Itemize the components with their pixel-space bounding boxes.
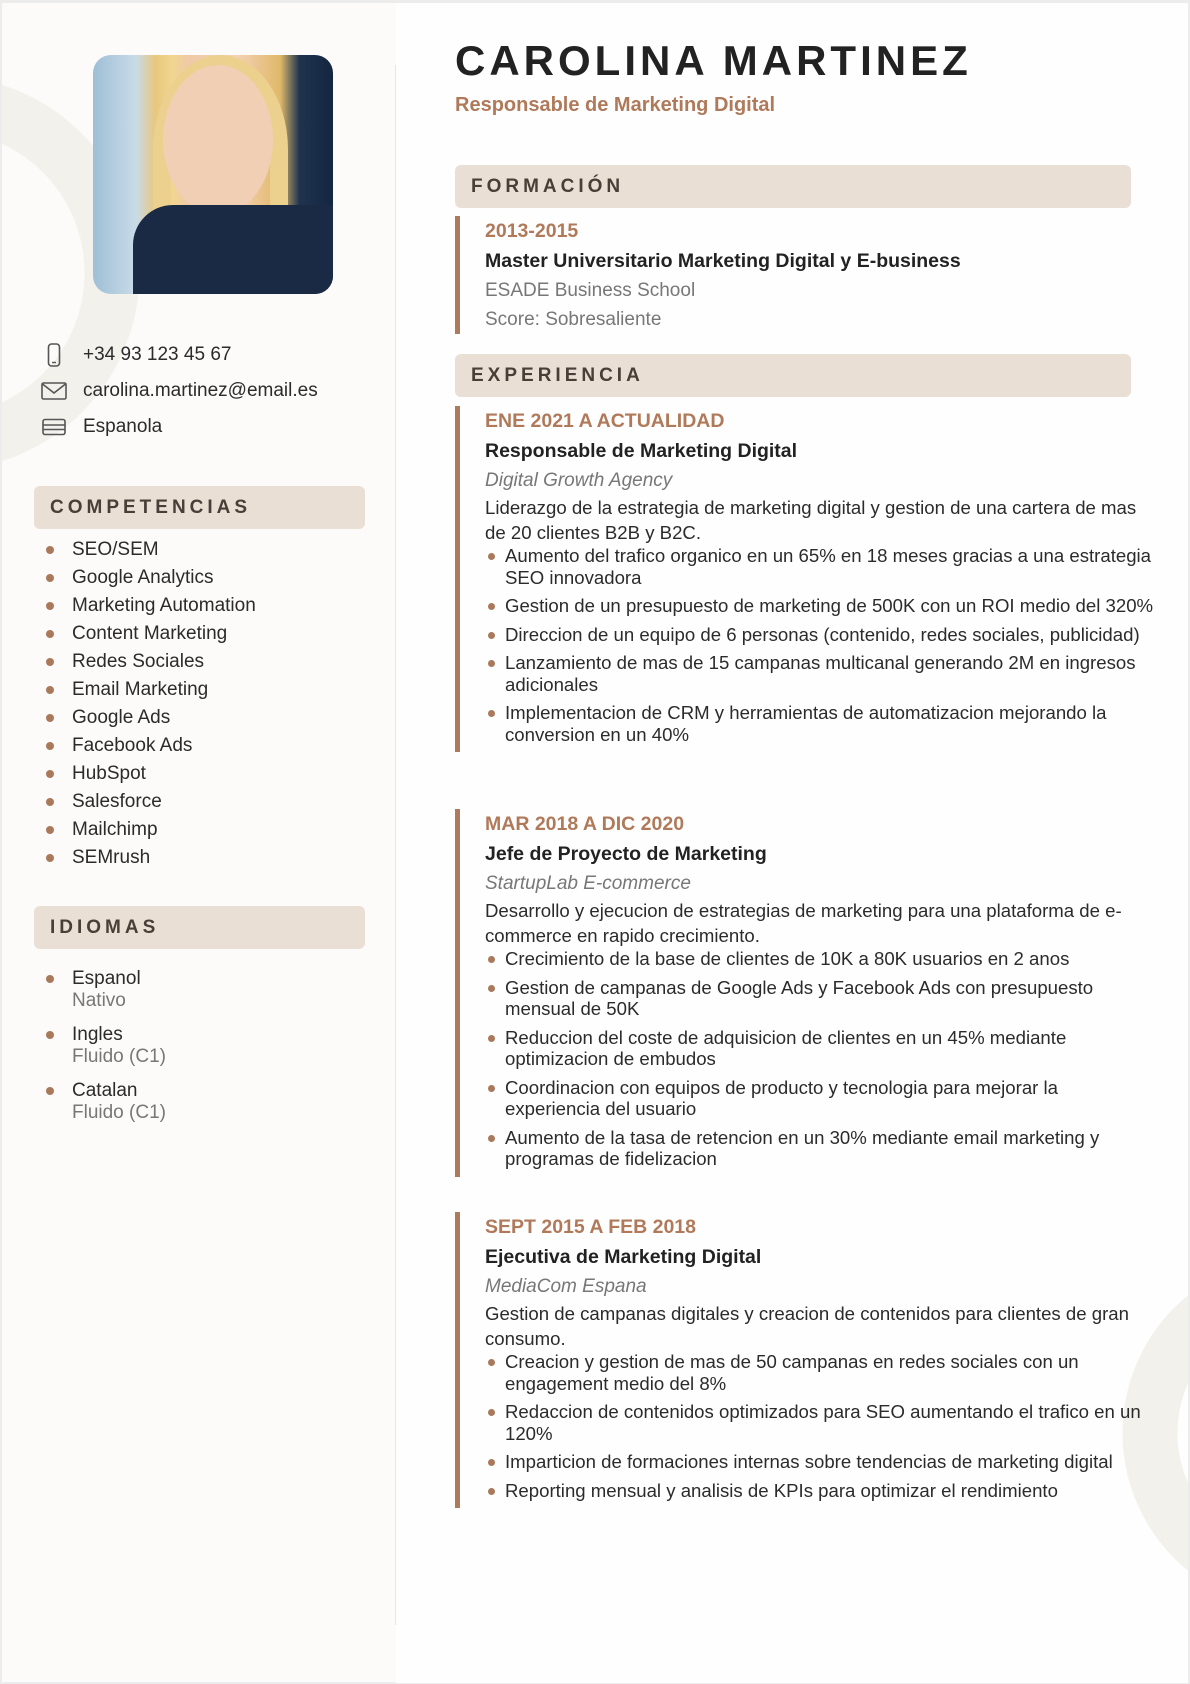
email-text: carolina.martinez@email.es — [83, 380, 318, 401]
bullet-icon — [488, 1035, 495, 1042]
bullet-icon — [46, 546, 54, 554]
bullet-icon — [46, 770, 54, 778]
skill-item — [46, 620, 256, 648]
language-item — [46, 968, 166, 1024]
contact-email — [40, 379, 318, 403]
achievement-item — [485, 1351, 1155, 1394]
education-score: Score: Sobresaliente — [485, 309, 662, 330]
skill-label: Facebook Ads — [72, 735, 193, 756]
achievement-item — [485, 1027, 1155, 1070]
bullet-icon — [488, 1085, 495, 1092]
job-company: Digital Growth Agency — [485, 470, 673, 491]
achievement-item — [485, 595, 1155, 617]
bullet-icon — [488, 1459, 495, 1466]
achievement-text: Gestion de campanas de Google Ads y Facebook Ads con presupuesto mensual de 50K — [505, 976, 1094, 1019]
skill-label: Google Analytics — [72, 567, 214, 588]
skill-label: Content Marketing — [72, 623, 228, 644]
bullet-icon — [46, 742, 54, 750]
language-item — [46, 1024, 166, 1080]
skill-item — [46, 648, 256, 676]
bullet-icon — [46, 714, 54, 722]
profile-photo — [93, 55, 333, 294]
language-name: Ingles — [72, 1024, 123, 1045]
job-description: Liderazgo de la estrategia de marketing digital y gestion de una cartera de mas de 20 clientes B2B y B2C. — [485, 497, 1137, 543]
achievement-text: Implementacion de CRM y herramientas de automatizacion mejorando la conversion en un 40% — [505, 702, 1107, 745]
language-level: Fluido (C1) — [72, 1102, 166, 1123]
job-date: SEPT 2015 A FEB 2018 — [485, 1216, 696, 1238]
skills-list — [46, 536, 256, 872]
achievement-text: Reporting mensual y analisis de KPIs para optimizar el rendimiento — [505, 1479, 1058, 1501]
achievement-text: Creacion y gestion de mas de 50 campanas en redes sociales con un engagement medio del 8% — [505, 1351, 1079, 1394]
job-date: ENE 2021 A ACTUALIDAD — [485, 410, 725, 432]
bullet-icon — [488, 985, 495, 992]
skill-label: Salesforce — [72, 791, 162, 812]
language-name: Catalan — [72, 1080, 138, 1101]
job-date: MAR 2018 A DIC 2020 — [485, 813, 685, 835]
bullet-icon — [46, 826, 54, 834]
experience-entry — [455, 406, 1155, 752]
languages-list — [46, 968, 166, 1136]
bullet-icon — [488, 1135, 495, 1142]
skill-item — [46, 760, 256, 788]
achievement-item — [485, 948, 1155, 970]
education-degree: Master Universitario Marketing Digital y E-business — [485, 250, 961, 272]
bullet-icon — [488, 956, 495, 963]
job-company: StartupLab E-commerce — [485, 873, 691, 894]
envelope-icon — [40, 379, 68, 403]
achievement-item — [485, 545, 1155, 588]
contact-nationality — [40, 415, 162, 439]
nationality-text: Espanola — [83, 416, 163, 437]
achievement-text: Aumento del trafico organico en un 65% en 18 meses gracias a una estrategia SEO innovadora — [505, 545, 1152, 588]
achievement-item — [485, 977, 1155, 1020]
achievement-text: Reduccion del coste de adquisicion de clientes en un 45% mediante optimizacion de embudos — [505, 1026, 1067, 1069]
bullet-icon — [46, 1087, 54, 1095]
job-role: Jefe de Proyecto de Marketing — [485, 843, 767, 865]
bullet-icon — [488, 553, 495, 560]
achievement-text: Coordinacion con equipos de producto y tecnologia para mejorar la experiencia del usuario — [505, 1076, 1058, 1119]
bullet-icon — [488, 710, 495, 717]
achievement-item — [485, 624, 1155, 646]
bullet-icon — [488, 603, 495, 610]
skill-label: Email Marketing — [72, 679, 209, 700]
job-company: MediaCom Espana — [485, 1276, 647, 1297]
skill-item — [46, 564, 256, 592]
language-name: Espanol — [72, 968, 141, 989]
experience-entry — [455, 1212, 1155, 1508]
skill-label: SEMrush — [72, 847, 151, 868]
achievement-item — [485, 652, 1155, 695]
achievement-item — [485, 1480, 1155, 1502]
achievement-text: Aumento de la tasa de retencion en un 30% mediante email marketing y programas de fidelizacion — [505, 1126, 1100, 1169]
achievement-text: Redaccion de contenidos optimizados para SEO aumentando el trafico en un 120% — [505, 1401, 1141, 1444]
achievement-text: Imparticion de formaciones internas sobre tendencias de marketing digital — [505, 1451, 1113, 1472]
education-date: 2013-2015 — [485, 220, 579, 242]
bullet-icon — [46, 1031, 54, 1039]
bullet-icon — [488, 1409, 495, 1416]
language-level: Fluido (C1) — [72, 1046, 166, 1067]
education-entry — [455, 216, 1155, 334]
bullet-icon — [46, 854, 54, 862]
education-heading: FORMACIÓN — [455, 165, 1131, 208]
achievement-text: Gestion de un presupuesto de marketing de 500K con un ROI medio del 320% — [505, 595, 1154, 616]
skill-label: HubSpot — [72, 763, 146, 784]
skills-heading: COMPETENCIAS — [34, 486, 365, 529]
bullet-icon — [46, 574, 54, 582]
language-level: Nativo — [72, 990, 126, 1011]
skill-label: Mailchimp — [72, 819, 158, 840]
id-card-icon — [40, 415, 68, 439]
contact-phone — [40, 343, 231, 367]
achievement-item — [485, 1401, 1155, 1444]
bullet-icon — [46, 975, 54, 983]
bullet-icon — [46, 686, 54, 694]
achievement-text: Lanzamiento de mas de 15 campanas multicanal generando 2M en ingresos adicionales — [505, 652, 1136, 695]
experience-entry — [455, 809, 1155, 1177]
achievement-text: Crecimiento de la base de clientes de 10K a 80K usuarios en 2 anos — [505, 948, 1070, 969]
achievement-item — [485, 702, 1155, 745]
candidate-title: Responsable de Marketing Digital — [455, 94, 776, 116]
bullet-icon — [46, 658, 54, 666]
achievement-item — [485, 1451, 1155, 1473]
achievement-text: Direccion de un equipo de 6 personas (contenido, redes sociales, publicidad) — [505, 623, 1140, 645]
skill-item — [46, 844, 256, 872]
skill-item — [46, 676, 256, 704]
job-role: Responsable de Marketing Digital — [485, 440, 798, 462]
skill-item — [46, 788, 256, 816]
skill-item — [46, 592, 256, 620]
bullet-icon — [488, 660, 495, 667]
skill-label: Redes Sociales — [72, 651, 205, 672]
bullet-icon — [46, 602, 54, 610]
job-description: Gestion de campanas digitales y creacion de contenidos para clientes de gran consumo. — [485, 1303, 1129, 1349]
achievement-item — [485, 1077, 1155, 1120]
languages-heading: IDIOMAS — [34, 906, 365, 949]
job-role: Ejecutiva de Marketing Digital — [485, 1246, 762, 1268]
skill-label: Google Ads — [72, 707, 171, 728]
smartphone-icon — [40, 343, 68, 367]
language-item — [46, 1080, 166, 1136]
achievement-item — [485, 1127, 1155, 1170]
skill-label: Marketing Automation — [72, 595, 256, 616]
skill-item — [46, 704, 256, 732]
achievement-list — [485, 1351, 1155, 1501]
bullet-icon — [488, 632, 495, 639]
experience-heading: EXPERIENCIA — [455, 354, 1131, 397]
column-divider — [395, 65, 396, 1625]
skill-label: SEO/SEM — [72, 539, 159, 560]
bullet-icon — [46, 630, 54, 638]
bullet-icon — [46, 798, 54, 806]
bullet-icon — [488, 1359, 495, 1366]
skill-item — [46, 816, 256, 844]
achievement-list — [485, 545, 1155, 745]
candidate-name: CAROLINA MARTINEZ — [455, 37, 972, 84]
job-description: Desarrollo y ejecucion de estrategias de marketing para una plataforma de e-commerce en rapido crecimiento. — [485, 900, 1122, 946]
skill-item — [46, 732, 256, 760]
phone-text: +34 93 123 45 67 — [83, 344, 232, 365]
achievement-list — [485, 948, 1155, 1170]
bullet-icon — [488, 1488, 495, 1495]
education-school: ESADE Business School — [485, 280, 696, 301]
skill-item — [46, 536, 256, 564]
